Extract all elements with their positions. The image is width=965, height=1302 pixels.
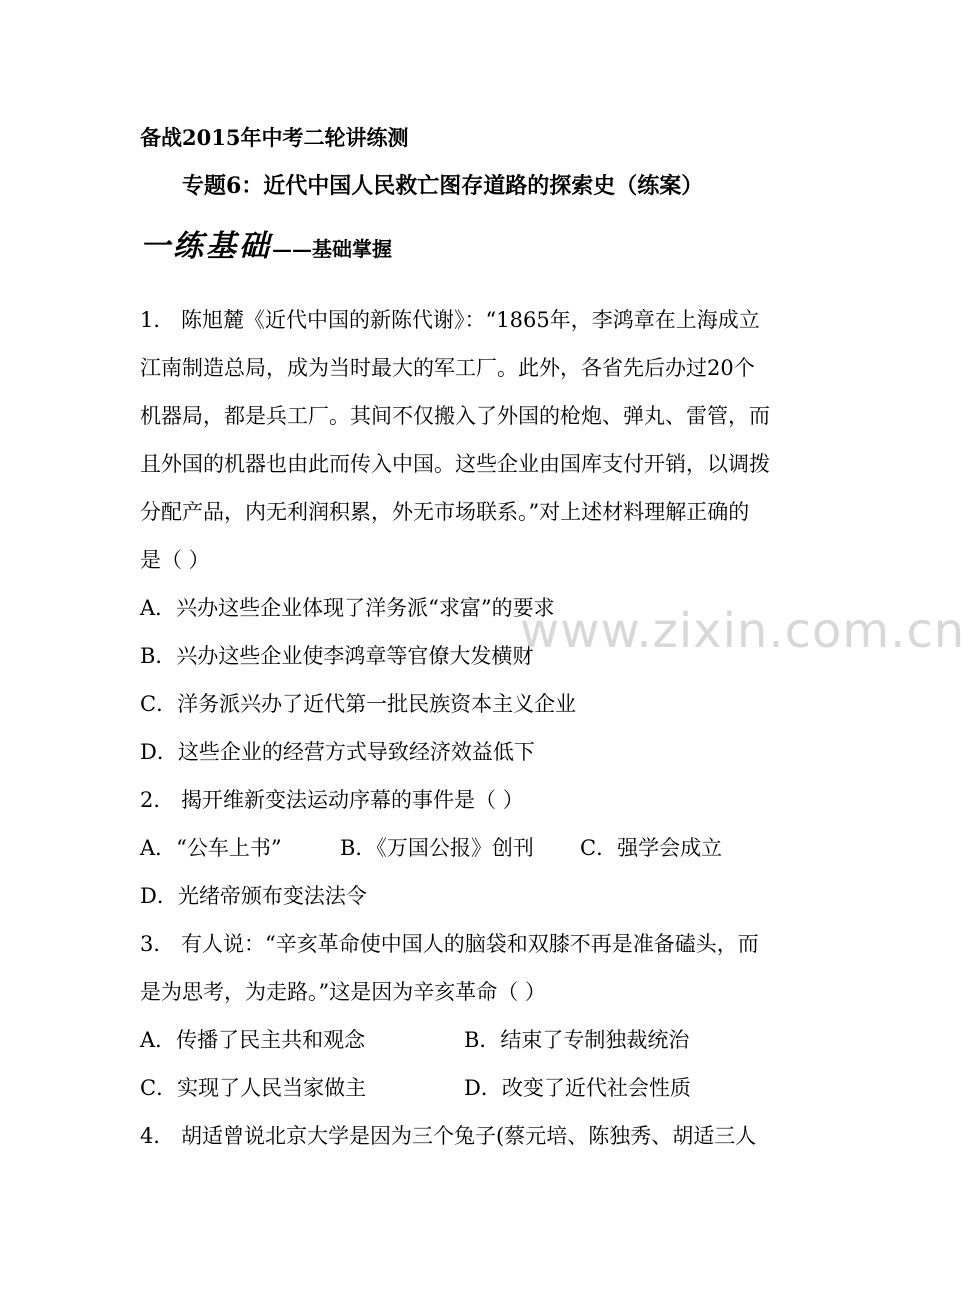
q1-option-a: A．兴办这些企业体现了洋务派“求富”的要求: [140, 596, 555, 620]
q2-option-d: D．光绪帝颁布变法法令: [140, 884, 367, 908]
document-title: 备战2015年中考二轮讲练测: [140, 125, 409, 150]
section-heading-main: 一练基础: [140, 229, 272, 264]
q2-option-c: C．强学会成立: [580, 836, 723, 860]
q3-line: 3． 有人说：“辛亥革命使中国人的脑袋和双膝不再是准备磕头，而: [140, 932, 759, 956]
q3-option-a: A．传播了民主共和观念: [140, 1028, 366, 1052]
section-heading: [140, 229, 392, 264]
q1-option-c: C．洋务派兴办了近代第一批民族资本主义企业: [140, 692, 577, 716]
q1-line: 且外国的机器也由此而传入中国。这些企业由国库支付开销，以调拨: [140, 452, 770, 476]
q2-stem: 2． 揭开维新变法运动序幕的事件是（ ）: [140, 788, 524, 812]
q3-option-b: B．结束了专制独裁统治: [464, 1028, 690, 1052]
q4-stem: 4． 胡适曾说北京大学是因为三个兔子(蔡元培、陈独秀、胡适三人: [140, 1124, 757, 1148]
q1-line: 江南制造总局，成为当时最大的军工厂。此外，各省先后办过20个: [140, 356, 755, 380]
q1-option-d: D．这些企业的经营方式导致经济效益低下: [140, 740, 535, 764]
q2-option-a: A．“公车上书”: [140, 836, 282, 860]
q3-option-c: C．实现了人民当家做主: [140, 1076, 367, 1100]
q1-line: 1． 陈旭麓《近代中国的新陈代谢》：“1865年，李鸿章在上海成立: [140, 308, 760, 332]
topic-title: 专题6：近代中国人民救亡图存道路的探索史（练案）: [182, 173, 704, 199]
q1-line: 机器局，都是兵工厂。其间不仅搬入了外国的枪炮、弹丸、雷管，而: [140, 404, 770, 428]
watermark: www.zixin.com.cn: [520, 603, 965, 659]
q1-line: 分配产品，内无利润积累，外无市场联系。”对上述材料理解正确的: [140, 500, 750, 524]
section-heading-sub: ——基础掌握: [272, 237, 392, 261]
q3-option-d: D．改变了近代社会性质: [464, 1076, 691, 1100]
q2-option-b: B．《万国公报》创刊: [340, 836, 534, 860]
q1-option-b: B．兴办这些企业使李鸿章等官僚大发横财: [140, 644, 534, 668]
q1-line: 是（ ）: [140, 548, 210, 572]
q3-line: 是为思考，为走路。”这是因为辛亥革命（ ）: [140, 980, 546, 1004]
